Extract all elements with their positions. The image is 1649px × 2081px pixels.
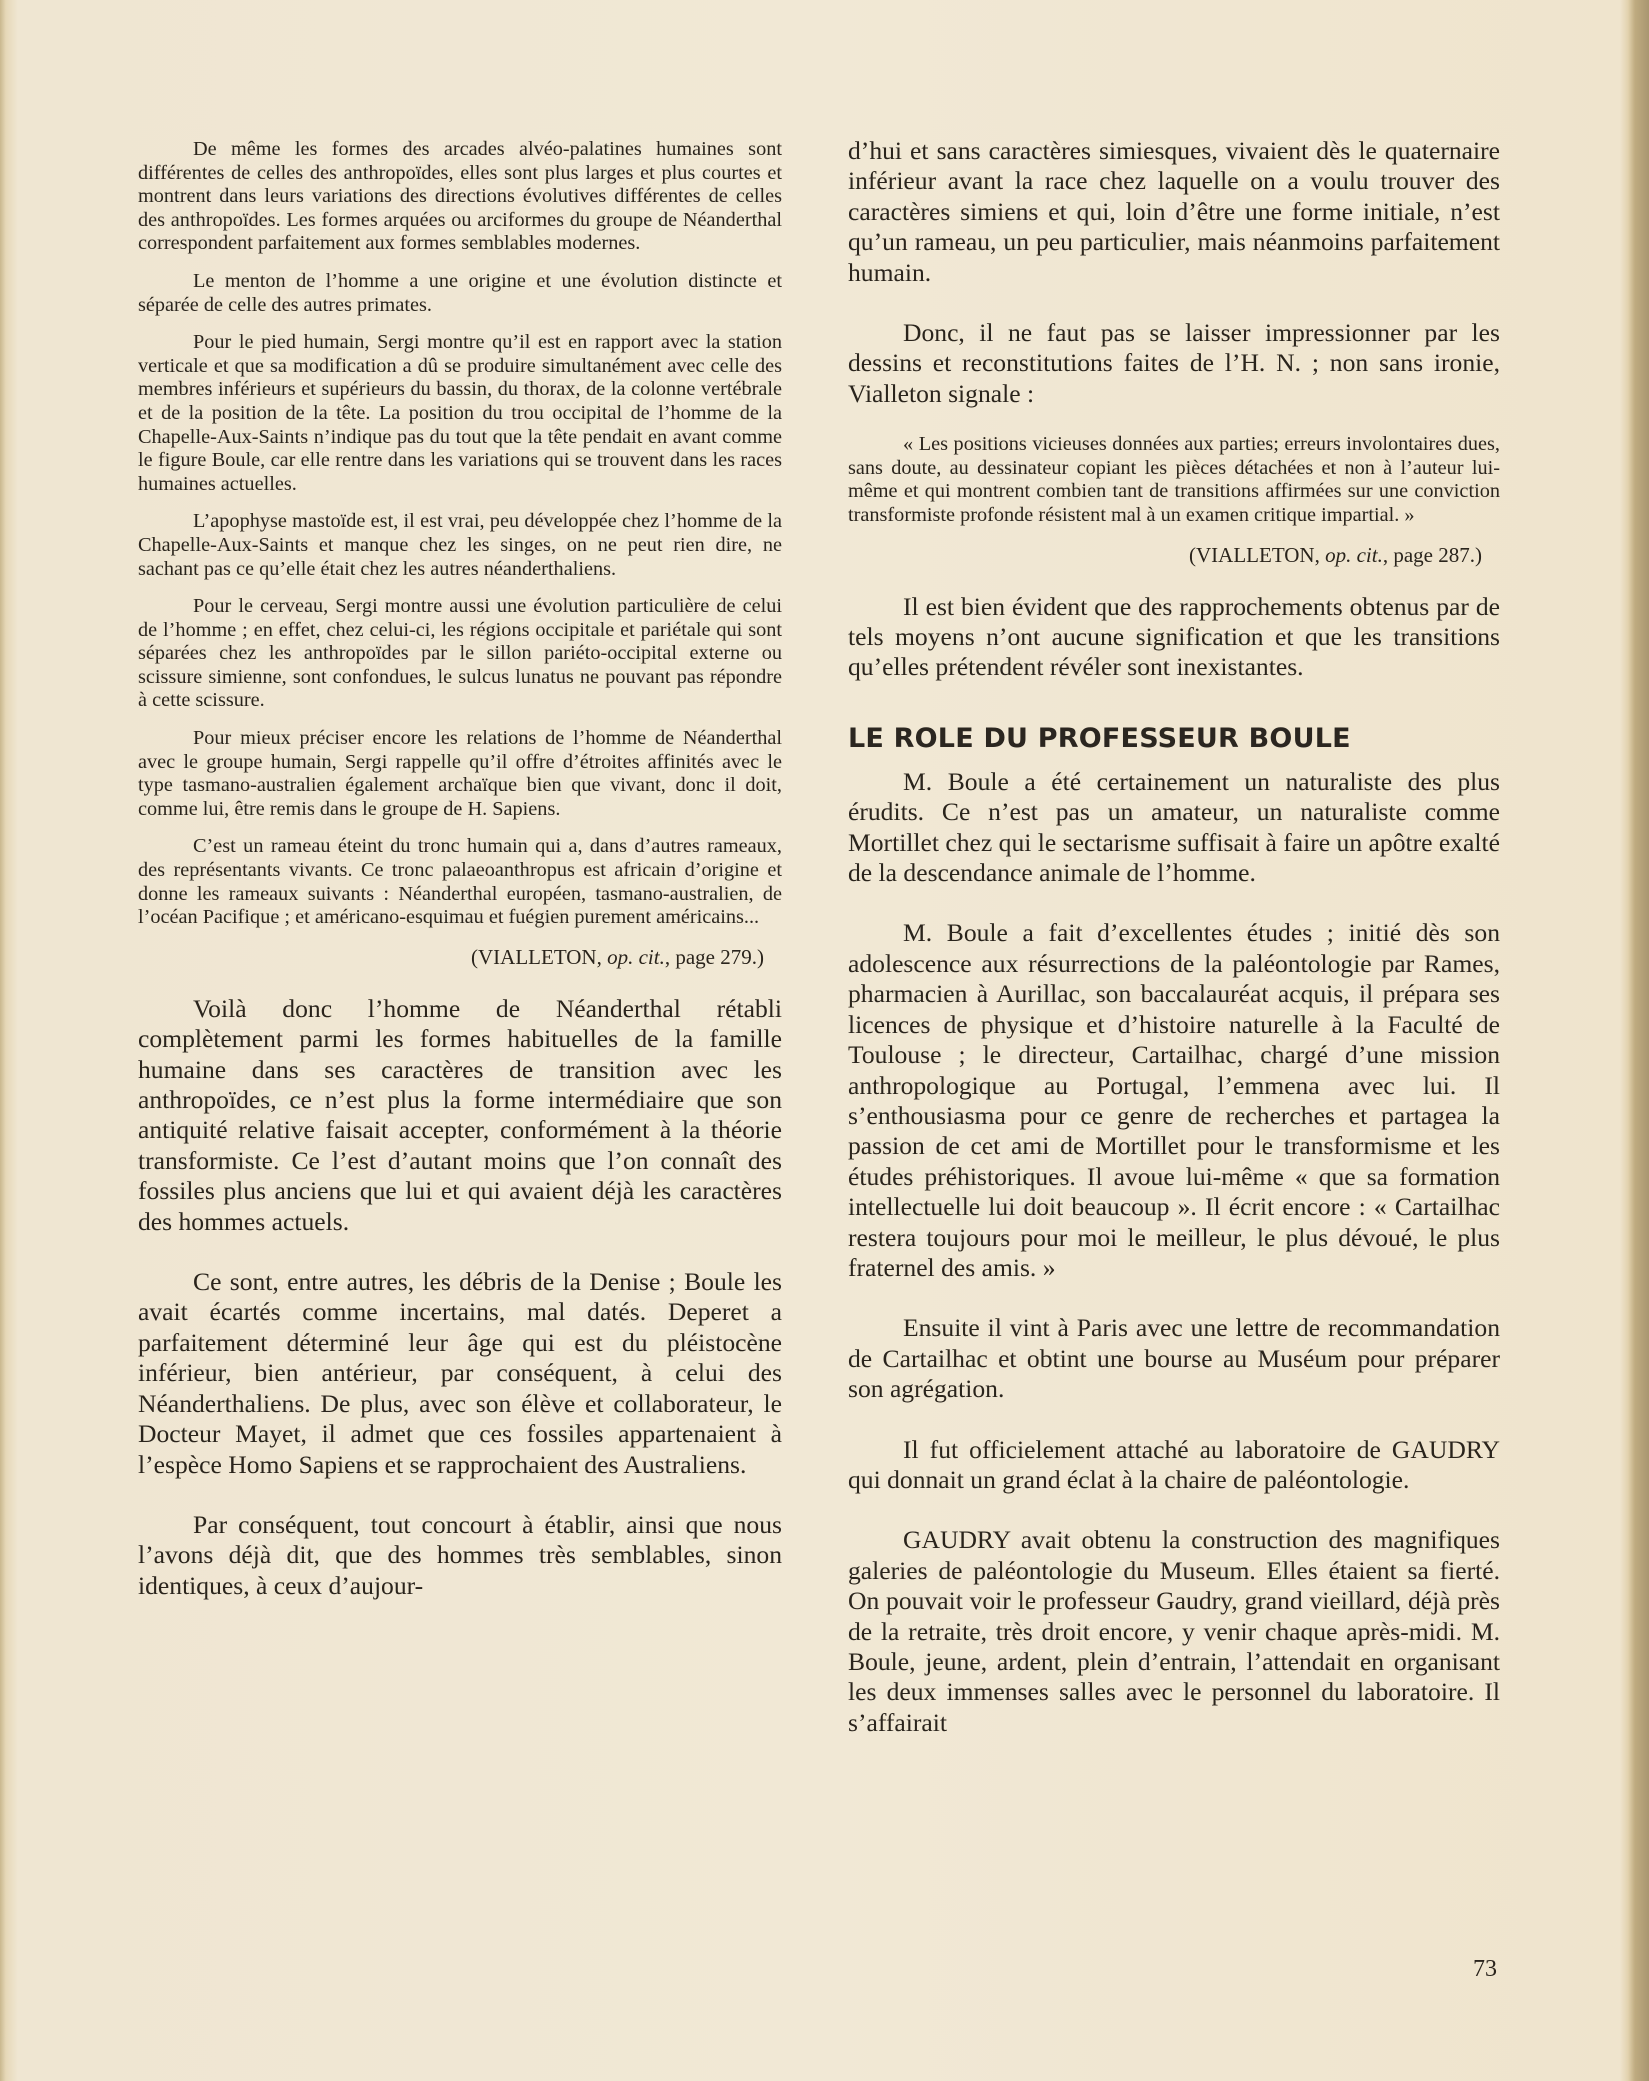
paragraph-arcades: De même les formes des arcades alvéo-palatines humaines sont différentes de celles des anthropoïdes, elles sont plus larges et plus courtes et montrent dans leurs variations des directions évolutives différentes de celles des anthropoïdes. Les formes arquées ou arciformes du groupe de Néanderthal correspondent parfaitement aux formes semblables modernes.	[138, 138, 782, 255]
paragraph-apophyse: L’apophyse mastoïde est, il est vrai, peu développée chez l’homme de la Chapelle-Aux-Saints et manque chez les singes, on ne peut rien dire, ne sachant pas ce qu’elle était chez les autres néanderthaliens.	[138, 510, 782, 580]
citation-page-279: (VIALLETON, op. cit., page 279.)	[471, 944, 764, 969]
paragraph-continuation: d’hui et sans caractères simiesques, vivaient dès le quaternaire inférieur avant la race chez laquelle on a voulu trouver des caractères simiens et qui, loin d’être une forme initiale, n’est qu’un rameau, un peu particulier, mais néanmoins parfaitement humain.	[848, 136, 1500, 287]
paragraph-par-consequent: Par conséquent, tout concourt à établir, ainsi que nous l’avons déjà dit, que des hommes très semblables, sinon identiques, à ceux d’aujour-	[138, 1509, 782, 1600]
paragraph-etudes: M. Boule a fait d’excellentes études ; initié dès son adolescence aux résurrections de la paléontologie par Rames, pharmacien à Aurillac, son baccalauréat acquis, il prépara ses licences de physique et d’histoire naturelle à la Faculté de Toulouse ; le directeur, Cartailhac, chargé d’une mission anthropologique au Portugal, l’emmena avec lui. Il s’enthousiasma pour ce genre de recherches et partagea la passion de cet ami de Mortillet pour le transformisme et les études préhistoriques. Il avoue lui-même « que sa formation intellectuelle lui doit beaucoup ». Il écrit encore : « Cartailhac restera toujours pour moi le meilleur, le plus dévoué, le plus fraternel des amis. »	[848, 918, 1500, 1282]
paragraph-naturaliste: M. Boule a été certainement un naturaliste des plus érudits. Ce n’est pas un amateur, un naturaliste comme Mortillet chez qui le sectarisme suffisait à faire un apôtre exalté de la descendance animale de l’homme.	[848, 766, 1500, 888]
block-quote: « Les positions vicieuses données aux parties; erreurs involontaires dues, sans doute, au dessinateur copiant les pièces détachées et non à l’auteur lui-même et qui montrent combien tant de transitions affirmées sur une conviction transformiste profonde résistent mal à un examen critique impartial. »	[848, 433, 1500, 527]
paragraph-voila-donc: Voilà donc l’homme de Néanderthal rétabli complètement parmi les formes habituelles de la famille humaine dans ses caractères de transition avec les anthropoïdes, ce n’est plus la forme intermédiaire que son antiquité relative faisait accepter, conformément à la théorie transformiste. Ce l’est d’autant moins que l’on connaît des fossiles plus anciens que lui et qui avaient déjà les caractères des hommes actuels.	[138, 993, 782, 1236]
section-heading: LE ROLE DU PROFESSEUR BOULE	[848, 722, 1351, 754]
paragraph-laboratoire: Il fut officielement attaché au laboratoire de GAUDRY qui donnait un grand éclat à la chaire de paléontologie.	[848, 1434, 1500, 1494]
citation-page-287: (VIALLETON, op. cit., page 287.)	[1189, 542, 1482, 567]
paragraph-denise: Ce sont, entre autres, les débris de la Denise ; Boule les avait écartés comme incertains, mal datés. Deperet a parfaitement déterminé leur âge qui est du pléistocène inférieur, bien antérieur, par conséquent, à celui des Néanderthaliens. De plus, avec son élève et collaborateur, le Docteur Mayet, il admet que ces fossiles appartenaient à l’espèce Homo Sapiens et se rapprochaient des Australiens.	[138, 1267, 782, 1479]
paragraph-gaudry: GAUDRY avait obtenu la construction des magnifiques galeries de paléontologie du Museum. Elles étaient sa fierté. On pouvait voir le professeur Gaudry, grand vieillard, déjà près de la retraite, très droit encore, y venir chaque après-midi. M. Boule, jeune, ardent, plein d’entrain, l’attendait en organisant les deux immenses salles avec le personnel du laboratoire. Il s’affairait	[848, 1525, 1500, 1737]
paragraph-rapprochements: Il est bien évident que des rapprochements obtenus par de tels moyens n’ont aucune signification et que les transitions qu’elles prétendent révéler sont inexistantes.	[848, 591, 1500, 682]
paragraph-paris: Ensuite il vint à Paris avec une lettre de recommandation de Cartailhac et obtint une bourse au Muséum pour préparer son agrégation.	[848, 1313, 1500, 1404]
paragraph-relations: Pour mieux préciser encore les relations de l’homme de Néanderthal avec le groupe humain, Sergi rappelle qu’il offre d’étroites affinités avec le type tasmano-australien également archaïque bien que vivant, donc il doit, comme lui, être remis dans le groupe de H. Sapiens.	[138, 727, 782, 820]
paragraph-pied-humain: Pour le pied humain, Sergi montre qu’il est en rapport avec la station verticale et que sa modification a dû se produire simultanément avec celle des membres inférieurs et supérieurs du bassin, du thorax, de la colonne vertébrale et de la position de la tête. La position du trou occipital de l’homme de la Chapelle-Aux-Saints n’indique pas du tout que la tête pendait en avant comme le figure Boule, car elle rentre dans les variations qui se trouvent dans les races humaines actuelles.	[138, 331, 782, 495]
paragraph-rameau-eteint: C’est un rameau éteint du tronc humain qui a, dans d’autres rameaux, des représentants vivants. Ce tronc palaeoanthropus est africain d’origine et donne les rameaux suivants : Néanderthal européen, tasmano-australien, de l’océan Pacifique ; et américano-esquimau et fuégien purement américains...	[138, 835, 782, 929]
page-number: 73	[1473, 1956, 1497, 1982]
paragraph-donc: Donc, il ne faut pas se laisser impressionner par les dessins et reconstitutions faites de l’H. N. ; non sans ironie, Vialleton signale :	[848, 318, 1500, 408]
right-column	[848, 136, 1500, 1738]
left-column	[138, 138, 782, 1601]
paragraph-menton: Le menton de l’homme a une origine et une évolution distincte et séparée de celle des autres primates.	[138, 269, 782, 316]
paragraph-cerveau: Pour le cerveau, Sergi montre aussi une évolution particulière de celui de l’homme ; en effet, chez celui-ci, les régions occipitale et pariétale qui sont séparées chez les anthropoïdes par le sillon pariéto-occipital externe ou scissure simienne, sont confondues, le sulcus lunatus ne pouvant pas répondre à cette scissure.	[138, 595, 782, 712]
